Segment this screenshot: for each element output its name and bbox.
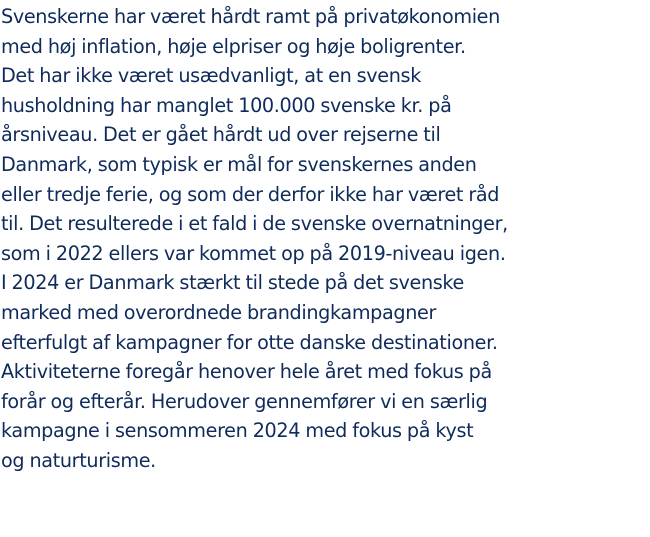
paragraph-line-4: husholdning har manglet 100.000 svenske kr. på: [1, 93, 452, 117]
paragraph-line-3: Det har ikke været usædvanligt, at en svensk: [1, 64, 421, 88]
paragraph-line-12: efterfulgt af kampagner for otte danske destinationer.: [1, 330, 498, 354]
paragraph-line-2: med høj inflation, høje elpriser og høje boligrenter.: [1, 34, 466, 58]
paragraph-line-15: kampagne i sensommeren 2024 med fokus på kyst: [1, 419, 474, 443]
paragraph-line-1: Svenskerne har været hårdt ramt på privatøkonomien: [1, 5, 500, 28]
paragraph-line-9: som i 2022 ellers var kommet op på 2019-niveau igen.: [1, 241, 506, 265]
paragraph-line-5: årsniveau. Det er gået hårdt ud over rejserne til: [1, 123, 441, 147]
paragraph-line-13: Aktiviteterne foregår henover hele året med fokus på: [1, 360, 492, 384]
paragraph-line-6: Danmark, som typisk er mål for svenskernes anden: [1, 152, 477, 176]
paragraph-line-7: eller tredje ferie, og som der derfor ikke har været råd: [1, 182, 500, 206]
paragraph-line-14: forår og efterår. Herudover gennemfører vi en særlig: [1, 389, 488, 413]
paragraph-line-8: til. Det resulterede i et fald i de svenske overnatninger,: [1, 212, 508, 236]
paragraph-line-10: I 2024 er Danmark stærkt til stede på det svenske: [1, 271, 464, 295]
body-paragraph: [1, 2, 650, 476]
paragraph-line-11: marked med overordnede brandingkampagner: [1, 300, 437, 324]
paragraph-line-16: og naturturisme.: [1, 448, 156, 472]
